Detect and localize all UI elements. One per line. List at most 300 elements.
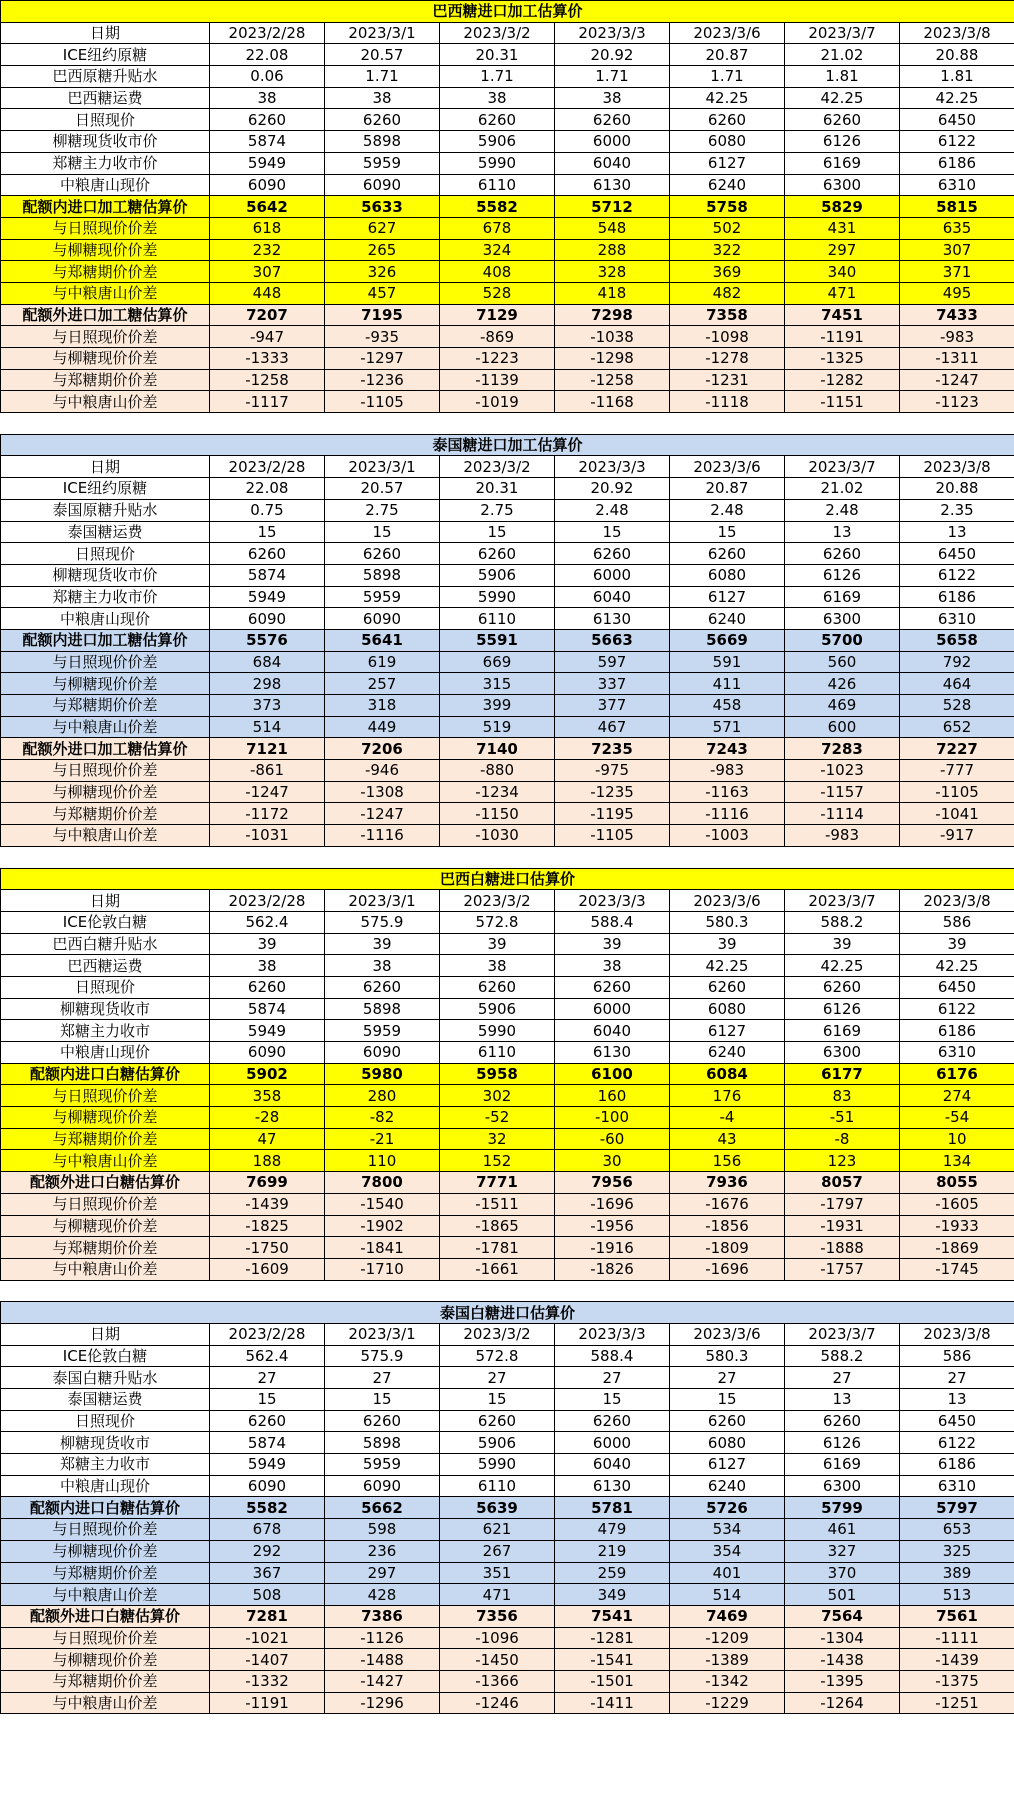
value-cell: 5959 [325,586,440,608]
value-cell: 6110 [440,1475,555,1497]
value-cell: 6260 [555,1410,670,1432]
value-cell: 20.88 [900,44,1014,66]
row-label: 配额内进口白糖估算价 [1,1063,210,1085]
value-cell: -1251 [900,1692,1014,1714]
row-label: 柳糖现货收市 [1,998,210,1020]
value-cell: 318 [325,695,440,717]
value-cell: -1540 [325,1193,440,1215]
value-cell: 15 [670,521,785,543]
value-cell: 7561 [900,1605,1014,1627]
value-cell: 6127 [670,1454,785,1476]
value-cell: -1038 [555,326,670,348]
value-cell: 21.02 [785,478,900,500]
row-label: 与柳糖现价价差 [1,673,210,695]
value-cell: 571 [670,716,785,738]
table-row [1,1258,1014,1280]
row-label: 与日照现价价差 [1,1519,210,1541]
value-cell: 2.48 [670,499,785,521]
row-label: 与日照现价价差 [1,1193,210,1215]
date-header-cell: 2023/3/2 [440,22,555,44]
value-cell: 7433 [900,304,1014,326]
value-cell: 5799 [785,1497,900,1519]
table-row [1,695,1014,717]
value-cell: 502 [670,217,785,239]
value-cell: 328 [555,261,670,283]
value-cell: 2.35 [900,499,1014,521]
date-header-cell: 2023/3/7 [785,890,900,912]
value-cell: -1661 [440,1258,555,1280]
value-cell: 307 [210,261,325,283]
value-cell: 257 [325,673,440,695]
table-row [1,1692,1014,1714]
value-cell: 327 [785,1540,900,1562]
value-cell: 13 [900,521,1014,543]
table-row [1,1454,1014,1476]
value-cell: 586 [900,911,1014,933]
value-cell: 15 [555,1389,670,1411]
value-cell: 7195 [325,304,440,326]
value-cell: 176 [670,1085,785,1107]
table-row [1,1410,1014,1432]
value-cell: -1438 [785,1649,900,1671]
value-cell: -1258 [555,369,670,391]
value-cell: 6090 [325,1042,440,1064]
value-cell: -983 [900,326,1014,348]
value-cell: 6310 [900,174,1014,196]
date-header-cell: 2023/3/1 [325,456,440,478]
value-cell: 354 [670,1540,785,1562]
value-cell: 7451 [785,304,900,326]
value-cell: 6169 [785,586,900,608]
table-row [1,1605,1014,1627]
row-label: 泰国原糖升贴水 [1,499,210,521]
table-row [1,1085,1014,1107]
value-cell: 0.75 [210,499,325,521]
value-cell: 469 [785,695,900,717]
value-cell: -1123 [900,391,1014,413]
value-cell: -1297 [325,348,440,370]
value-cell: 2.48 [785,499,900,521]
date-header-cell: 2023/3/2 [440,456,555,478]
value-cell: 6450 [900,543,1014,565]
value-cell: 38 [210,87,325,109]
value-cell: 464 [900,673,1014,695]
date-header-cell: 2023/2/28 [210,890,325,912]
value-cell: 5990 [440,1454,555,1476]
value-cell: 401 [670,1562,785,1584]
value-cell: 1.71 [670,66,785,88]
value-cell: -1710 [325,1258,440,1280]
value-cell: -1117 [210,391,325,413]
value-cell: 38 [555,87,670,109]
value-cell: 6260 [785,976,900,998]
row-label: 配额内进口加工糖估算价 [1,196,210,218]
value-cell: 6300 [785,1475,900,1497]
row-label: 柳糖现货收市 [1,1432,210,1454]
value-cell: 5633 [325,196,440,218]
value-cell: 600 [785,716,900,738]
value-cell: -1096 [440,1627,555,1649]
value-cell: 461 [785,1519,900,1541]
value-cell: 32 [440,1128,555,1150]
value-cell: 6300 [785,174,900,196]
row-label: 与郑糖期价价差 [1,1670,210,1692]
value-cell: 27 [210,1367,325,1389]
value-cell: 7358 [670,304,785,326]
value-cell: 588.2 [785,1345,900,1367]
value-cell: 7206 [325,738,440,760]
value-cell: 2.75 [325,499,440,521]
value-cell: 575.9 [325,911,440,933]
value-cell: 6000 [555,1432,670,1454]
section-title: 泰国白糖进口估算价 [1,1302,1014,1324]
row-label: ICE纽约原糖 [1,44,210,66]
date-header-cell: 2023/3/6 [670,22,785,44]
value-cell: -8 [785,1128,900,1150]
value-cell: 6260 [785,109,900,131]
value-cell: 5874 [210,131,325,153]
date-header-cell: 2023/2/28 [210,1323,325,1345]
date-header-cell: 2023/3/3 [555,890,670,912]
value-cell: 5582 [440,196,555,218]
table-row [1,217,1014,239]
value-cell: 5829 [785,196,900,218]
value-cell: -1511 [440,1193,555,1215]
value-cell: 42.25 [900,87,1014,109]
value-cell: -1157 [785,781,900,803]
value-cell: 5658 [900,629,1014,651]
table-row [1,1475,1014,1497]
value-cell: -1809 [670,1237,785,1259]
value-cell: -1750 [210,1237,325,1259]
value-cell: 5662 [325,1497,440,1519]
value-cell: 418 [555,282,670,304]
value-cell: 297 [785,239,900,261]
value-cell: 188 [210,1150,325,1172]
value-cell: -1116 [325,825,440,847]
value-cell: -1825 [210,1215,325,1237]
value-cell: -54 [900,1107,1014,1129]
value-cell: 6260 [440,543,555,565]
value-cell: -1003 [670,825,785,847]
row-label: 与日照现价价差 [1,760,210,782]
value-cell: 6260 [670,109,785,131]
table-row [1,1150,1014,1172]
table-row [1,651,1014,673]
value-cell: 39 [325,933,440,955]
table-row [1,44,1014,66]
value-cell: 6169 [785,152,900,174]
value-cell: 337 [555,673,670,695]
value-cell: -1869 [900,1237,1014,1259]
value-cell: 508 [210,1584,325,1606]
value-cell: 588.4 [555,1345,670,1367]
value-cell: 652 [900,716,1014,738]
value-cell: -1235 [555,781,670,803]
value-cell: 369 [670,261,785,283]
value-cell: 27 [900,1367,1014,1389]
value-cell: 580.3 [670,1345,785,1367]
value-cell: 110 [325,1150,440,1172]
section-spacer [1,1280,1014,1302]
value-cell: 6080 [670,131,785,153]
value-cell: -1139 [440,369,555,391]
date-header-cell: 2023/3/1 [325,1323,440,1345]
table-row [1,196,1014,218]
value-cell: -1450 [440,1649,555,1671]
value-cell: 265 [325,239,440,261]
date-header-cell: 2023/3/8 [900,22,1014,44]
value-cell: 6186 [900,586,1014,608]
value-cell: 5906 [440,998,555,1020]
value-cell: 7771 [440,1172,555,1194]
row-label: 与郑糖期价价差 [1,1562,210,1584]
value-cell: 15 [210,1389,325,1411]
value-cell: -1304 [785,1627,900,1649]
date-header-cell: 2023/3/3 [555,22,670,44]
table-row [1,1562,1014,1584]
value-cell: 6122 [900,998,1014,1020]
value-cell: 6169 [785,1454,900,1476]
value-cell: 7298 [555,304,670,326]
table-row [1,87,1014,109]
row-label: 巴西原糖升贴水 [1,66,210,88]
value-cell: -1191 [785,326,900,348]
value-cell: -1209 [670,1627,785,1649]
value-cell: -1389 [670,1649,785,1671]
row-label: 与郑糖期价价差 [1,1128,210,1150]
value-cell: -917 [900,825,1014,847]
value-cell: 20.31 [440,44,555,66]
value-cell: 322 [670,239,785,261]
value-cell: 6450 [900,109,1014,131]
value-cell: 6090 [325,174,440,196]
value-cell: 7121 [210,738,325,760]
value-cell: -1797 [785,1193,900,1215]
value-cell: 6260 [555,543,670,565]
value-cell: -1856 [670,1215,785,1237]
table-row [1,543,1014,565]
value-cell: -1298 [555,348,670,370]
value-cell: 6176 [900,1063,1014,1085]
value-cell: 7699 [210,1172,325,1194]
value-cell: 6260 [440,1410,555,1432]
row-label: 与日照现价价差 [1,651,210,673]
date-header-cell: 2023/3/7 [785,22,900,44]
table-row [1,131,1014,153]
row-label: 与郑糖期价价差 [1,695,210,717]
value-cell: 7243 [670,738,785,760]
row-label: 泰国白糖升贴水 [1,1367,210,1389]
value-cell: 5797 [900,1497,1014,1519]
value-cell: 20.87 [670,478,785,500]
date-header-cell: 2023/3/8 [900,456,1014,478]
value-cell: 27 [440,1367,555,1389]
row-label: 与中粮唐山价差 [1,1692,210,1714]
spacer-cell [1,1280,1014,1302]
value-cell: 5874 [210,998,325,1020]
value-cell: 6090 [210,174,325,196]
value-cell: 5576 [210,629,325,651]
value-cell: -100 [555,1107,670,1129]
value-cell: 6130 [555,608,670,630]
value-cell: -1258 [210,369,325,391]
value-cell: 479 [555,1519,670,1541]
value-cell: 302 [440,1085,555,1107]
value-cell: 6090 [210,1475,325,1497]
spacer-cell [1,413,1014,435]
value-cell: -1609 [210,1258,325,1280]
section-spacer [1,413,1014,435]
value-cell: 471 [785,282,900,304]
value-cell: 572.8 [440,911,555,933]
row-label: 柳糖现货收市价 [1,564,210,586]
value-cell: 684 [210,651,325,673]
row-label: 配额内进口加工糖估算价 [1,629,210,651]
table-row [1,673,1014,695]
value-cell: 560 [785,651,900,673]
value-cell: 38 [325,955,440,977]
value-cell: 5898 [325,131,440,153]
value-cell: -1168 [555,391,670,413]
table-row [1,976,1014,998]
value-cell: 534 [670,1519,785,1541]
value-cell: -1172 [210,803,325,825]
value-cell: 1.81 [785,66,900,88]
value-cell: 792 [900,651,1014,673]
value-cell: -1888 [785,1237,900,1259]
value-cell: -861 [210,760,325,782]
value-cell: 6260 [785,543,900,565]
value-cell: -1023 [785,760,900,782]
value-cell: -1281 [555,1627,670,1649]
table-row [1,629,1014,651]
value-cell: 152 [440,1150,555,1172]
value-cell: 7281 [210,1605,325,1627]
value-cell: 6130 [555,174,670,196]
value-cell: -1116 [670,803,785,825]
table-row [1,716,1014,738]
value-cell: -1114 [785,803,900,825]
date-header-row [1,890,1014,912]
table-row [1,1367,1014,1389]
value-cell: 39 [900,933,1014,955]
date-header-cell: 2023/3/3 [555,456,670,478]
value-cell: 6080 [670,1432,785,1454]
row-label: 与郑糖期价价差 [1,803,210,825]
value-cell: 27 [670,1367,785,1389]
value-cell: 6127 [670,1020,785,1042]
value-cell: 598 [325,1519,440,1541]
row-label: 与日照现价价差 [1,1085,210,1107]
value-cell: 6260 [325,543,440,565]
value-cell: 5990 [440,152,555,174]
date-label: 日期 [1,1323,210,1345]
table-row [1,66,1014,88]
row-label: 与日照现价价差 [1,1627,210,1649]
date-header-cell: 2023/3/7 [785,1323,900,1345]
value-cell: 47 [210,1128,325,1150]
value-cell: 6090 [325,1475,440,1497]
value-cell: 259 [555,1562,670,1584]
row-label: 中粮唐山现价 [1,1475,210,1497]
value-cell: 13 [785,521,900,543]
value-cell: 1.71 [440,66,555,88]
value-cell: -1247 [210,781,325,803]
value-cell: 15 [440,521,555,543]
date-label: 日期 [1,890,210,912]
value-cell: -1366 [440,1670,555,1692]
value-cell: 298 [210,673,325,695]
value-cell: 6240 [670,1475,785,1497]
value-cell: 5898 [325,1432,440,1454]
table-row [1,369,1014,391]
value-cell: -1282 [785,369,900,391]
value-cell: -1195 [555,803,670,825]
value-cell: -1105 [555,825,670,847]
value-cell: 6090 [210,1042,325,1064]
value-cell: 373 [210,695,325,717]
value-cell: -1231 [670,369,785,391]
value-cell: 411 [670,673,785,695]
value-cell: 580.3 [670,911,785,933]
value-cell: 6110 [440,1042,555,1064]
table-row [1,608,1014,630]
value-cell: 5980 [325,1063,440,1085]
table-row [1,239,1014,261]
spacer-cell [1,846,1014,868]
value-cell: 38 [440,955,555,977]
value-cell: 548 [555,217,670,239]
value-cell: 43 [670,1128,785,1150]
value-cell: 575.9 [325,1345,440,1367]
value-cell: -1278 [670,348,785,370]
row-label: ICE伦敦白糖 [1,1345,210,1367]
value-cell: 562.4 [210,911,325,933]
value-cell: 267 [440,1540,555,1562]
value-cell: 160 [555,1085,670,1107]
value-cell: -1826 [555,1258,670,1280]
value-cell: -1308 [325,781,440,803]
value-cell: 5949 [210,1454,325,1476]
table-row [1,1497,1014,1519]
value-cell: 399 [440,695,555,717]
value-cell: 6450 [900,1410,1014,1432]
value-cell: 6130 [555,1042,670,1064]
value-cell: 39 [440,933,555,955]
value-cell: 5669 [670,629,785,651]
row-label: 与柳糖现价价差 [1,1215,210,1237]
value-cell: 38 [440,87,555,109]
row-label: 郑糖主力收市价 [1,152,210,174]
table-row [1,1519,1014,1541]
row-label: 与柳糖现价价差 [1,1649,210,1671]
value-cell: 5874 [210,564,325,586]
value-cell: 315 [440,673,555,695]
value-cell: 15 [325,1389,440,1411]
row-label: 与中粮唐山价差 [1,282,210,304]
table-row [1,1432,1014,1454]
row-label: 与日照现价价差 [1,217,210,239]
value-cell: 377 [555,695,670,717]
value-cell: 20.88 [900,478,1014,500]
value-cell: 471 [440,1584,555,1606]
value-cell: 5641 [325,629,440,651]
value-cell: 6310 [900,1042,1014,1064]
value-cell: 449 [325,716,440,738]
value-cell: 39 [555,933,670,955]
value-cell: -1375 [900,1670,1014,1692]
